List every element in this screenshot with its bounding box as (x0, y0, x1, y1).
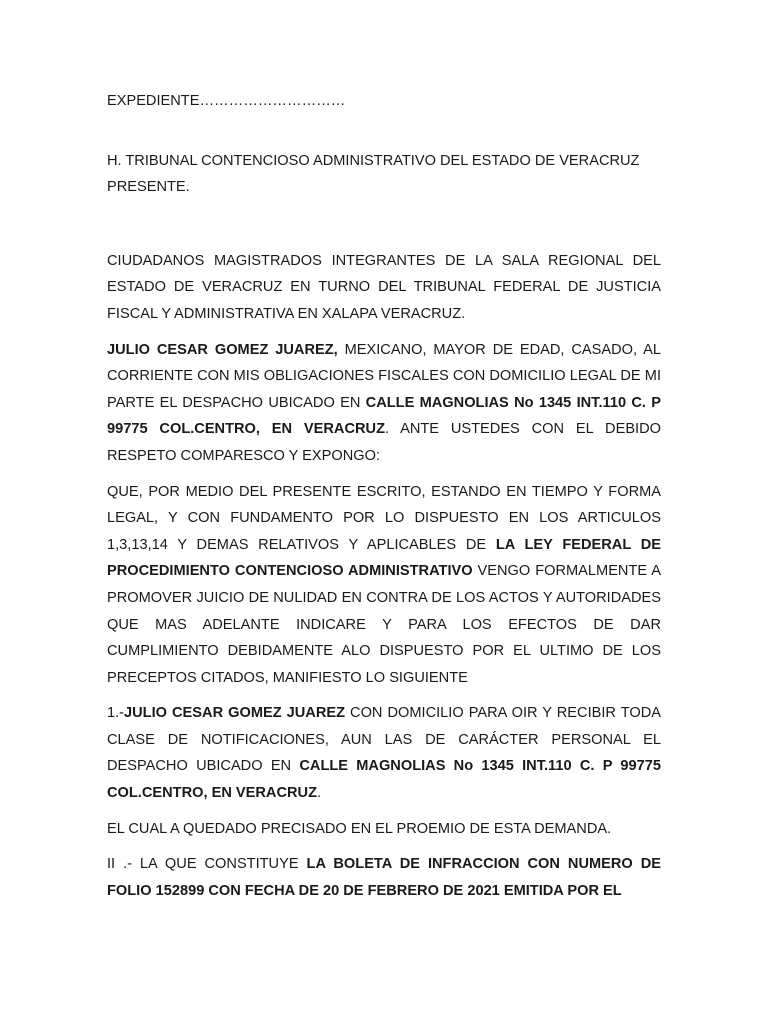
item-1-text-1: CON DOMICILIO PARA OIR Y RECIBIR TODA CLASE DE NOTIFICACIONES, AUN LAS DE CARÁCTER PERSONAL EL DESPACHO UBICADO EN (107, 705, 661, 775)
que-text-2: VENGO FORMALMENTE A PROMOVER JUICIO DE NULIDAD EN CONTRA DE LOS ACTOS Y AUTORIDADES QUE MAS ADELANTE INDICARE Y PARA LOS EFECTOS DE DAR CUMPLIMIENTO DEBIDAMENTE ALO DISPUESTO POR EL ULTIMO DE LOS PRECEPTOS CITADOS, MANIFIESTO LO SIGUIENTE (107, 563, 661, 686)
expediente-line: EXPEDIENTE………………………… (107, 93, 346, 109)
plaintiff-name: JULIO CESAR GOMEZ JUAREZ, (107, 341, 338, 358)
intro-text-1: MEXICANO, MAYOR DE EDAD, CASADO, AL CORRIENTE CON MIS OBLIGACIONES FISCALES CON DOMICILIO LEGAL DE MI PARTE EL DESPACHO UBICADO EN (107, 341, 662, 411)
que-paragraph (107, 479, 661, 692)
item-1-address: CALLE MAGNOLIAS No 1345 INT.110 C. P 99775 COL.CENTRO, EN VERACRUZ (107, 758, 662, 802)
presente-line: PRESENTE. (107, 179, 190, 196)
item-2-prefix: II .- LA QUE CONSTITUYE (107, 856, 307, 873)
item-1-text-2: . (317, 785, 322, 802)
item-1-paragraph (107, 700, 661, 806)
intro-text-2: . ANTE USTEDES CON EL DEBIDO RESPETO COMPARESCO Y EXPONGO: (107, 421, 661, 464)
law-name: LA LEY FEDERAL DE PROCEDIMIENTO CONTENCIOSO ADMINISTRATIVO (107, 536, 661, 580)
legal-address: CALLE MAGNOLIAS No 1345 INT.110 C. P 99775 COL.CENTRO, EN VERACRUZ (107, 394, 661, 438)
item-2-paragraph (107, 851, 661, 904)
intro-paragraph (107, 337, 661, 470)
proemio-paragraph: EL CUAL A QUEDADO PRECISADO EN EL PROEMIO DE ESTA DEMANDA. (107, 820, 612, 837)
addressees-paragraph: CIUDADANOS MAGISTRADOS INTEGRANTES DE LA SALA REGIONAL DEL ESTADO DE VERACRUZ EN TURNO DEL TRIBUNAL FEDERAL DE JUSTICIA FISCAL Y ADMINISTRATIVA EN XALAPA VERACRUZ. (107, 252, 661, 322)
item-2-bold: LA BOLETA DE INFRACCION CON NUMERO DE FOLIO 152899 CON FECHA DE 20 DE FEBRERO DE 2021 EMITIDA POR EL (107, 856, 661, 899)
item-1-prefix: 1.- (107, 705, 125, 722)
tribunal-heading (107, 148, 661, 201)
tribunal-name: H. TRIBUNAL CONTENCIOSO ADMINISTRATIVO DEL ESTADO DE VERACRUZ (107, 152, 640, 169)
que-text-1: QUE, POR MEDIO DEL PRESENTE ESCRITO, ESTANDO EN TIEMPO Y FORMA LEGAL, Y CON FUNDAMENTO POR LO DISPUESTO EN LOS ARTICULOS 1,3,13,14 Y DEMAS RELATIVOS Y APLICABLES DE (107, 483, 661, 553)
item-1-name: JULIO CESAR GOMEZ JUAREZ (124, 705, 346, 722)
document-page (107, 88, 661, 904)
